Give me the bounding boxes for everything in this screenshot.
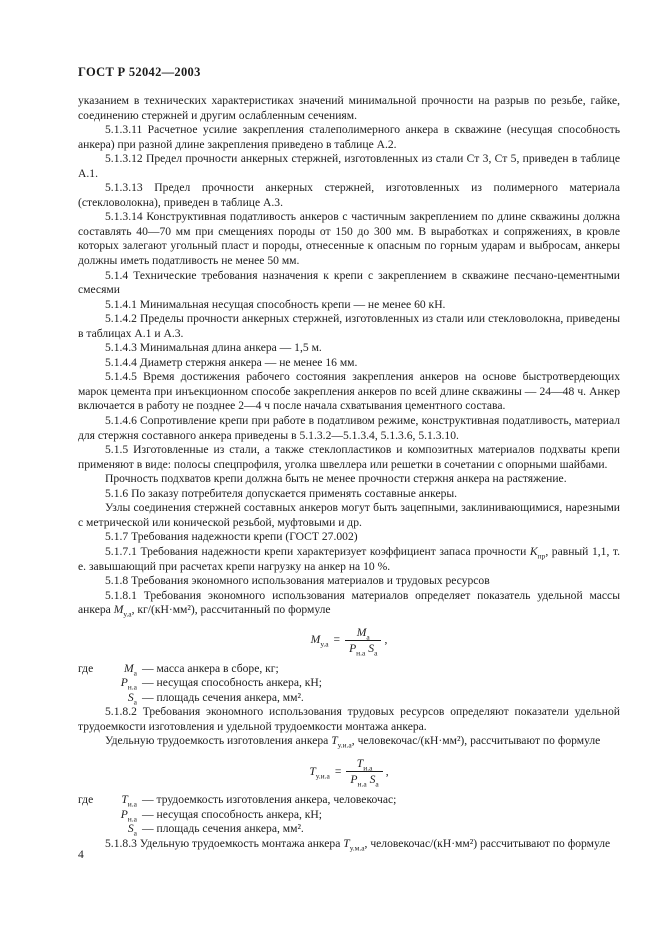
paragraph: 5.1.8.3 Удельную трудоемкость монтажа анкера $Т_{у.м.а}$, человекочас/(кН·мм²) рассчитывают по формуле [105,836,611,852]
paragraph: 5.1.5 Изготовленные из стали, а также стеклопластиков и композитных материалов подхваты крепи применяют в виде: полосы спецпрофиля, уголка швеллера или решетки в сочетании с опорными шайбами. [78,443,620,471]
formula-tail: , [385,764,389,778]
formula [78,757,620,787]
where-description: — трудоемкость изготовления анкера, человекочас; [142,792,397,806]
page-number: 4 [78,848,84,861]
where-description: — масса анкера в сборе, кг; [142,661,279,675]
formula [78,626,620,656]
where-line [78,691,620,706]
paragraph: Прочность подхватов крепи должна быть не менее прочности стержня анкера на растяжение. [105,472,567,486]
paragraph: 5.1.4.3 Минимальная длина анкера — 1,5 м. [105,341,322,355]
where-line [78,676,620,691]
paragraph: 5.1.4.1 Минимальная несущая способность крепи — не менее 60 кН. [105,297,446,311]
equals-sign: = [334,764,342,778]
paragraph: 5.1.6 По заказу потребителя допускается применять составные анкеры. [105,486,458,500]
paragraph: 5.1.3.14 Конструктивная податливость анкеров с частичным закреплением по длине скважины должна составлять 40—70 мм при смещениях породы от 150 до 300 мм. В выработках и сопряжениях, в кровле которых залегают угольный пласт и породы, отнесенные к опасным по горным ударам и выбросам, анкеры должны иметь податливость не менее 50 мм. [78,210,620,268]
where-lead [78,676,104,691]
where-term: $Т_{и.а}$ [121,792,137,809]
where-lead: где [78,792,94,806]
paragraph: Узлы соединения стержней составных анкеров могут быть зацепными, заклинивающимися, нарезными с метрической или конической резьбой, муфтовыми и др. [78,501,620,529]
where-description: — площадь сечения анкера, мм². [142,822,304,836]
fraction-denominator: $Р_{н.а}$ $S_а$ [350,773,379,789]
formula-lhs: $М_{у.а}$ [310,633,329,649]
paragraph: 5.1.4.6 Сопротивление крепи при работе в податливом режиме, конструктивная податливость, материал для стержня составного анкера приведены в 5.1.3.2—5.1.3.4, 5.1.3.6, 5.1.3.10. [78,414,620,442]
paragraph: 5.1.3.13 Предел прочности анкерных стержней, изготовленных из полимерного материала (стекловолокна), приведен в таблице А.3. [78,181,620,209]
formula-row [309,757,388,787]
paragraph: Удельную трудоемкость изготовления анкера $Т_{у.и.а}$, человекочас/(кН·мм²), рассчитывают по формуле [105,734,601,750]
fraction [345,626,381,656]
formula-tail: , [384,633,388,647]
fraction-numerator: $Т_{и.а}$ [346,757,382,773]
fraction-numerator: $М_а$ [345,626,381,642]
paragraph: 5.1.8 Требования экономного использования материалов и трудовых ресурсов [105,574,490,588]
fraction [346,757,382,787]
where-list [78,793,620,837]
formula-row [311,626,388,656]
where-list [78,662,620,706]
where-lead [78,691,104,706]
where-term: $Р_{н.а}$ [120,676,137,692]
fraction-denominator: $Р_{н.а}$ $S_а$ [349,642,378,658]
paragraph: 5.1.4.4 Диаметр стержня анкера — не менее 16 мм. [105,355,358,369]
where-lead [78,822,104,837]
where-description: — площадь сечения анкера, мм². [142,690,304,704]
equals-sign: = [333,633,341,647]
paragraph: указанием в технических характеристиках значений минимальной прочности на разрыв по резьбе, гайке, соединению стержней и другим ослабленным сечениям. [78,94,620,122]
document-body [78,94,620,851]
where-description: — несущая способность анкера, кН; [142,676,322,690]
where-term: $S_а$ [127,690,137,707]
paragraph: 5.1.7.1 Требования надежности крепи характеризует коэффициент запаса прочности $К_{пр}$, равный 1,1, т. е. завышающий при расчетах крепи нагрузку на анкер на 10 %. [78,544,620,573]
where-lead [78,808,104,823]
where-lead: где [78,661,94,675]
where-term: $Р_{н.а}$ [120,807,137,823]
paragraph: 5.1.4.2 Пределы прочности анкерных стержней, изготовленных из стали или стекловолокна, приведены в таблицах А.1 и А.3. [78,312,620,340]
paragraph: 5.1.3.11 Расчетное усилие закрепления сталеполимерного анкера в скважине (несущая способность анкера) при разной длине закрепления приведено в таблице А.2. [78,123,620,151]
paragraph: 5.1.7 Требования надежности крепи (ГОСТ 27.002) [105,530,358,544]
paragraph: 5.1.3.12 Предел прочности анкерных стержней, изготовленных из стали Ст 3, Ст 5, приведен в таблице А.1. [78,152,620,180]
where-line [78,808,620,823]
where-description: — несущая способность анкера, кН; [142,807,322,821]
paragraph: 5.1.8.1 Требования экономного использования материалов определяет показатель удельной массы анкера $М_{у.а}$, кг/(кН·мм²), рассчитанный по формуле [78,588,620,619]
document-code: ГОСТ Р 52042—2003 [78,65,201,79]
paragraph: 5.1.4 Технические требования назначения к крепи с закреплением в скважине песчано-цементными смесями [78,268,620,297]
where-term: $М_а$ [123,661,137,677]
paragraph: 5.1.8.2 Требования экономного использования трудовых ресурсов определяют показатели удельной трудоемкости изготовления и удельной трудоемкости монтажа анкера. [78,705,620,733]
where-line [78,662,620,677]
paragraph: 5.1.4.5 Время достижения рабочего состояния закрепления анкеров на основе быстротвердеющих марок цемента при инъекционном способе закрепления анкеров по всей длине скважины — 24—48 ч. Анкер включается в работу не позднее 2—4 ч после начала схватывания цементного состава. [78,370,620,413]
where-line [78,822,620,837]
where-term: $S_а$ [127,822,137,838]
where-line [78,793,620,808]
formula-lhs: $Т_{у.и.а}$ [309,764,330,780]
